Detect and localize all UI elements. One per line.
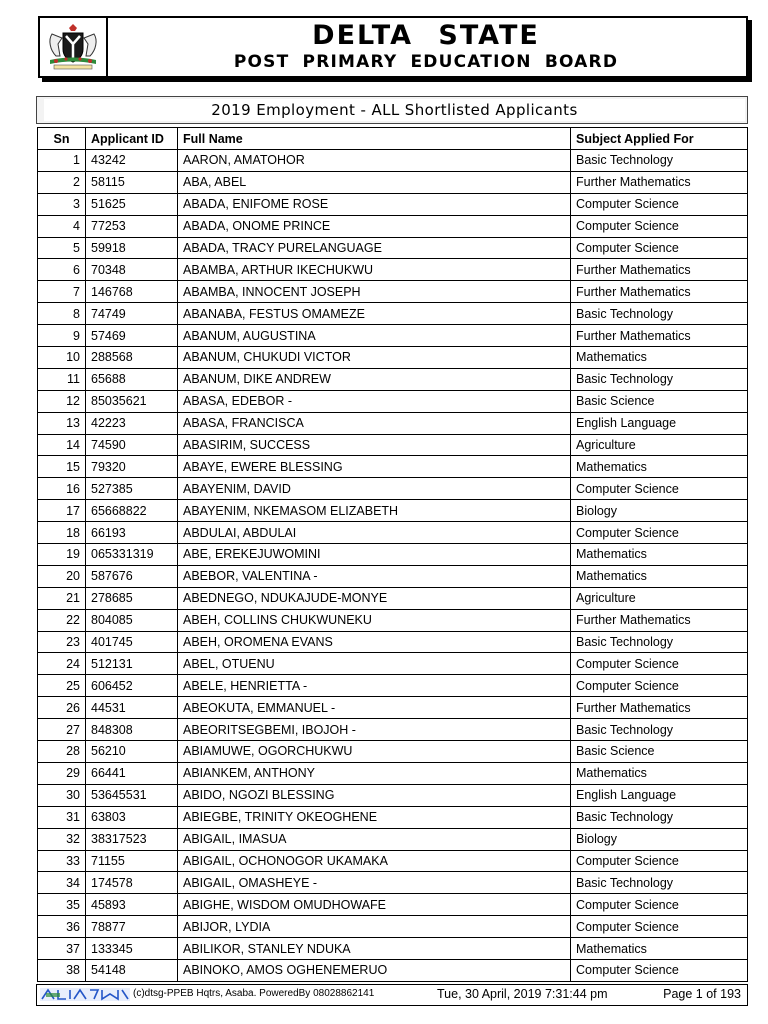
table-row <box>38 325 748 347</box>
row-subject: Computer Science <box>571 478 748 500</box>
table-row <box>38 806 748 828</box>
row-applicant-id: 45893 <box>86 894 178 916</box>
row-sn: 33 <box>38 850 86 872</box>
row-subject: Mathematics <box>571 347 748 369</box>
row-full-name: ABEDNEGO, NDUKAJUDE-MONYE <box>178 587 571 609</box>
row-applicant-id: 43242 <box>86 150 178 172</box>
table-row <box>38 697 748 719</box>
row-subject: Basic Technology <box>571 631 748 653</box>
row-subject: Basic Technology <box>571 303 748 325</box>
table-row <box>38 171 748 193</box>
row-applicant-id: 804085 <box>86 609 178 631</box>
table-row <box>38 675 748 697</box>
table-row <box>38 215 748 237</box>
row-sn: 23 <box>38 631 86 653</box>
row-subject: Further Mathematics <box>571 325 748 347</box>
row-full-name: ABELE, HENRIETTA - <box>178 675 571 697</box>
row-subject: Further Mathematics <box>571 609 748 631</box>
coat-of-arms-icon <box>40 18 108 76</box>
row-applicant-id: 65688 <box>86 368 178 390</box>
row-applicant-id: 65668822 <box>86 500 178 522</box>
table-row <box>38 368 748 390</box>
row-subject: Biology <box>571 500 748 522</box>
page-indicator: Page 1 of 193 <box>663 987 741 1001</box>
row-applicant-id: 53645531 <box>86 784 178 806</box>
row-sn: 9 <box>38 325 86 347</box>
table-row <box>38 587 748 609</box>
row-sn: 22 <box>38 609 86 631</box>
table-row <box>38 719 748 741</box>
row-full-name: ABIDO, NGOZI BLESSING <box>178 784 571 806</box>
row-applicant-id: 133345 <box>86 938 178 960</box>
row-full-name: ABASIRIM, SUCCESS <box>178 434 571 456</box>
row-full-name: ABAYENIM, NKEMASOM ELIZABETH <box>178 500 571 522</box>
row-applicant-id: 85035621 <box>86 390 178 412</box>
row-applicant-id: 77253 <box>86 215 178 237</box>
row-subject: Mathematics <box>571 762 748 784</box>
table-row <box>38 390 748 412</box>
row-sn: 12 <box>38 390 86 412</box>
table-row <box>38 259 748 281</box>
row-applicant-id: 74749 <box>86 303 178 325</box>
table-row <box>38 653 748 675</box>
table-row <box>38 281 748 303</box>
row-full-name: ABASA, FRANCISCA <box>178 412 571 434</box>
list-title: 2019 Employment - ALL Shortlisted Applicants <box>44 99 745 121</box>
row-sn: 7 <box>38 281 86 303</box>
row-applicant-id: 74590 <box>86 434 178 456</box>
column-header-applicant-id: Applicant ID <box>86 128 178 150</box>
row-sn: 35 <box>38 894 86 916</box>
row-subject: Computer Science <box>571 675 748 697</box>
table-row <box>38 565 748 587</box>
row-subject: Mathematics <box>571 544 748 566</box>
row-sn: 15 <box>38 456 86 478</box>
row-sn: 28 <box>38 741 86 763</box>
row-full-name: ABADA, ENIFOME ROSE <box>178 193 571 215</box>
row-sn: 18 <box>38 522 86 544</box>
row-sn: 10 <box>38 347 86 369</box>
row-subject: Further Mathematics <box>571 697 748 719</box>
table-row <box>38 762 748 784</box>
row-subject: Mathematics <box>571 938 748 960</box>
row-full-name: ABAYE, EWERE BLESSING <box>178 456 571 478</box>
row-applicant-id: 146768 <box>86 281 178 303</box>
row-full-name: ABEL, OTUENU <box>178 653 571 675</box>
table-row <box>38 544 748 566</box>
row-full-name: ABIGHE, WISDOM OMUDHOWAFE <box>178 894 571 916</box>
row-applicant-id: 57469 <box>86 325 178 347</box>
table-row <box>38 784 748 806</box>
row-subject: Mathematics <box>571 456 748 478</box>
row-full-name: ABEH, OROMENA EVANS <box>178 631 571 653</box>
table-row <box>38 412 748 434</box>
software-logo-icon <box>40 987 130 1002</box>
row-full-name: ABE, EREKEJUWOMINI <box>178 544 571 566</box>
row-sn: 8 <box>38 303 86 325</box>
document-footer <box>36 984 748 1006</box>
row-applicant-id: 58115 <box>86 171 178 193</box>
row-subject: English Language <box>571 784 748 806</box>
row-subject: Further Mathematics <box>571 281 748 303</box>
row-applicant-id: 66193 <box>86 522 178 544</box>
row-sn: 25 <box>38 675 86 697</box>
row-sn: 27 <box>38 719 86 741</box>
row-applicant-id: 42223 <box>86 412 178 434</box>
row-subject: Computer Science <box>571 522 748 544</box>
row-sn: 14 <box>38 434 86 456</box>
row-full-name: ABAYENIM, DAVID <box>178 478 571 500</box>
row-subject: Basic Science <box>571 741 748 763</box>
row-subject: Further Mathematics <box>571 171 748 193</box>
row-full-name: ABILIKOR, STANLEY NDUKA <box>178 938 571 960</box>
row-full-name: ABIGAIL, OMASHEYE - <box>178 872 571 894</box>
table-row <box>38 850 748 872</box>
row-subject: Computer Science <box>571 959 748 981</box>
table-row <box>38 828 748 850</box>
table-row <box>38 193 748 215</box>
row-applicant-id: 51625 <box>86 193 178 215</box>
row-subject: Basic Technology <box>571 806 748 828</box>
row-sn: 34 <box>38 872 86 894</box>
row-applicant-id: 63803 <box>86 806 178 828</box>
applicants-table <box>37 127 748 982</box>
row-full-name: ABAMBA, ARTHUR IKECHUKWU <box>178 259 571 281</box>
row-full-name: ABIJOR, LYDIA <box>178 916 571 938</box>
row-sn: 2 <box>38 171 86 193</box>
row-sn: 16 <box>38 478 86 500</box>
table-row <box>38 434 748 456</box>
row-sn: 19 <box>38 544 86 566</box>
row-full-name: ABANUM, AUGUSTINA <box>178 325 571 347</box>
row-subject: Computer Science <box>571 653 748 675</box>
row-sn: 20 <box>38 565 86 587</box>
row-sn: 3 <box>38 193 86 215</box>
row-applicant-id: 527385 <box>86 478 178 500</box>
row-applicant-id: 512131 <box>86 653 178 675</box>
row-applicant-id: 54148 <box>86 959 178 981</box>
row-full-name: ABADA, TRACY PURELANGUAGE <box>178 237 571 259</box>
table-row <box>38 959 748 981</box>
row-subject: Biology <box>571 828 748 850</box>
row-sn: 36 <box>38 916 86 938</box>
row-full-name: ABEORITSEGBEMI, IBOJOH - <box>178 719 571 741</box>
row-sn: 1 <box>38 150 86 172</box>
row-full-name: ABIGAIL, IMASUA <box>178 828 571 850</box>
document-header <box>38 16 748 78</box>
row-applicant-id: 174578 <box>86 872 178 894</box>
row-subject: Basic Technology <box>571 150 748 172</box>
row-sn: 38 <box>38 959 86 981</box>
column-header-full-name: Full Name <box>178 128 571 150</box>
table-row <box>38 894 748 916</box>
row-full-name: ABANABA, FESTUS OMAMEZE <box>178 303 571 325</box>
row-subject: Computer Science <box>571 894 748 916</box>
column-header-sn: Sn <box>38 128 86 150</box>
table-row <box>38 478 748 500</box>
row-applicant-id: 44531 <box>86 697 178 719</box>
row-subject: Computer Science <box>571 237 748 259</box>
row-subject: Computer Science <box>571 916 748 938</box>
row-full-name: ABDULAI, ABDULAI <box>178 522 571 544</box>
table-row <box>38 916 748 938</box>
row-full-name: ABEOKUTA, EMMANUEL - <box>178 697 571 719</box>
row-applicant-id: 288568 <box>86 347 178 369</box>
board-title: DELTA STATE <box>312 20 540 51</box>
table-row <box>38 609 748 631</box>
row-applicant-id: 848308 <box>86 719 178 741</box>
row-sn: 13 <box>38 412 86 434</box>
row-subject: Further Mathematics <box>571 259 748 281</box>
applicants-table-body <box>38 150 748 982</box>
column-header-subject: Subject Applied For <box>571 128 748 150</box>
row-full-name: ABINOKO, AMOS OGHENEMERUO <box>178 959 571 981</box>
row-sn: 24 <box>38 653 86 675</box>
row-full-name: ABADA, ONOME PRINCE <box>178 215 571 237</box>
row-full-name: ABANUM, CHUKUDI VICTOR <box>178 347 571 369</box>
row-sn: 5 <box>38 237 86 259</box>
row-sn: 4 <box>38 215 86 237</box>
print-timestamp: Tue, 30 April, 2019 7:31:44 pm <box>437 987 608 1001</box>
row-sn: 17 <box>38 500 86 522</box>
table-row <box>38 522 748 544</box>
row-full-name: ABANUM, DIKE ANDREW <box>178 368 571 390</box>
row-applicant-id: 587676 <box>86 565 178 587</box>
table-header-row <box>38 128 748 150</box>
row-subject: Computer Science <box>571 193 748 215</box>
row-applicant-id: 71155 <box>86 850 178 872</box>
table-row <box>38 237 748 259</box>
row-full-name: ABA, ABEL <box>178 171 571 193</box>
row-applicant-id: 065331319 <box>86 544 178 566</box>
table-row <box>38 938 748 960</box>
row-full-name: ABIAMUWE, OGORCHUKWU <box>178 741 571 763</box>
row-full-name: AARON, AMATOHOR <box>178 150 571 172</box>
row-sn: 26 <box>38 697 86 719</box>
row-full-name: ABASA, EDEBOR - <box>178 390 571 412</box>
row-full-name: ABAMBA, INNOCENT JOSEPH <box>178 281 571 303</box>
row-applicant-id: 59918 <box>86 237 178 259</box>
row-applicant-id: 56210 <box>86 741 178 763</box>
row-subject: Basic Science <box>571 390 748 412</box>
row-subject: Agriculture <box>571 587 748 609</box>
list-banner <box>36 96 748 124</box>
row-sn: 37 <box>38 938 86 960</box>
row-subject: Agriculture <box>571 434 748 456</box>
row-subject: Basic Technology <box>571 368 748 390</box>
row-full-name: ABIGAIL, OCHONOGOR UKAMAKA <box>178 850 571 872</box>
table-row <box>38 456 748 478</box>
row-applicant-id: 278685 <box>86 587 178 609</box>
row-full-name: ABEH, COLLINS CHUKWUNEKU <box>178 609 571 631</box>
row-subject: Computer Science <box>571 850 748 872</box>
footer-credit: (c)dtsg-PPEB Hqtrs, Asaba. PoweredBy 08028862141 <box>133 988 375 999</box>
row-full-name: ABIANKEM, ANTHONY <box>178 762 571 784</box>
table-row <box>38 500 748 522</box>
row-applicant-id: 401745 <box>86 631 178 653</box>
table-row <box>38 741 748 763</box>
row-applicant-id: 38317523 <box>86 828 178 850</box>
row-applicant-id: 70348 <box>86 259 178 281</box>
row-full-name: ABIEGBE, TRINITY OKEOGHENE <box>178 806 571 828</box>
row-sn: 30 <box>38 784 86 806</box>
row-subject: Computer Science <box>571 215 748 237</box>
row-sn: 11 <box>38 368 86 390</box>
row-sn: 6 <box>38 259 86 281</box>
row-subject: Basic Technology <box>571 719 748 741</box>
row-sn: 31 <box>38 806 86 828</box>
table-row <box>38 631 748 653</box>
board-subtitle: POST PRIMARY EDUCATION BOARD <box>233 52 619 72</box>
row-applicant-id: 606452 <box>86 675 178 697</box>
row-sn: 32 <box>38 828 86 850</box>
table-row <box>38 872 748 894</box>
table-row <box>38 150 748 172</box>
row-sn: 21 <box>38 587 86 609</box>
row-applicant-id: 79320 <box>86 456 178 478</box>
row-applicant-id: 66441 <box>86 762 178 784</box>
row-subject: English Language <box>571 412 748 434</box>
row-sn: 29 <box>38 762 86 784</box>
row-subject: Mathematics <box>571 565 748 587</box>
table-row <box>38 347 748 369</box>
row-applicant-id: 78877 <box>86 916 178 938</box>
row-full-name: ABEBOR, VALENTINA - <box>178 565 571 587</box>
row-subject: Basic Technology <box>571 872 748 894</box>
table-row <box>38 303 748 325</box>
